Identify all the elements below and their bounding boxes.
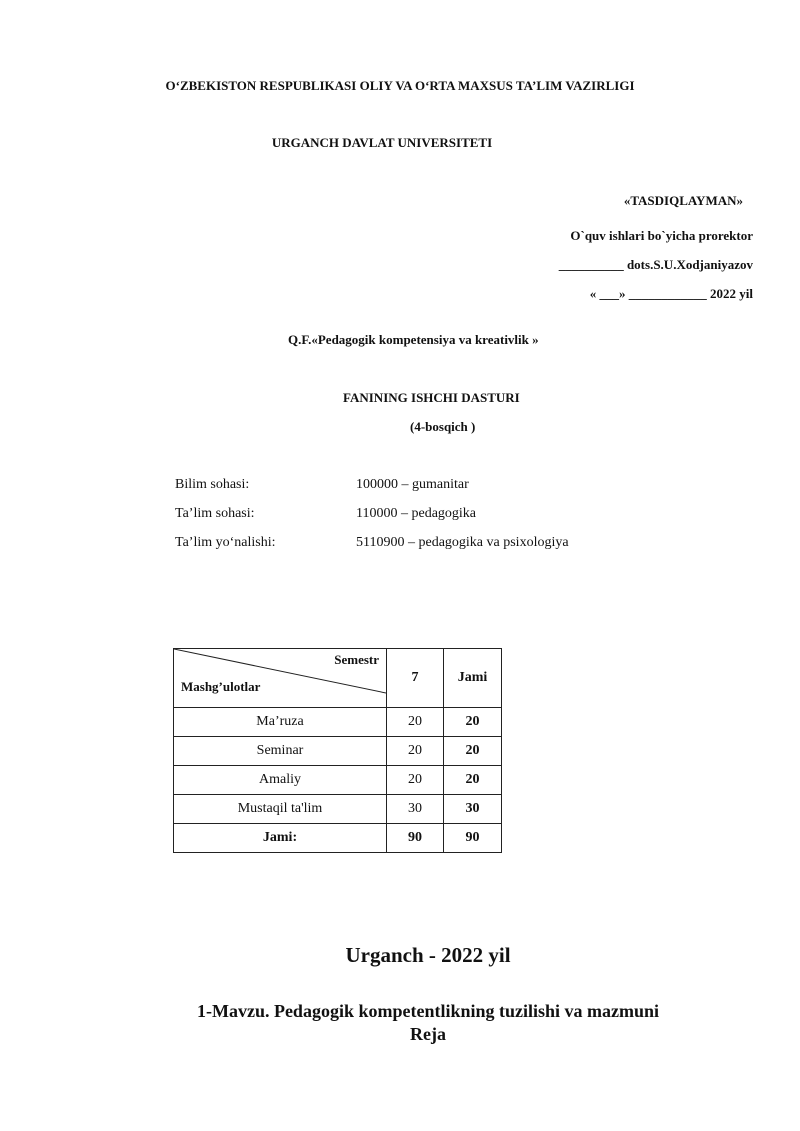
city-year: Urganch - 2022 yil (345, 943, 511, 967)
row-name: Mustaqil ta'lim (174, 795, 387, 824)
table-total-row (174, 824, 502, 853)
program-title: FANINING ISHCHI DASTURI (343, 390, 520, 405)
university-heading: URGANCH DAVLAT UNIVERSITETI (271, 135, 493, 150)
info-value: 5110900 – pedagogika va psixologiya (356, 535, 569, 550)
row-name: Seminar (174, 737, 387, 766)
info-value: 100000 – gumanitar (356, 477, 469, 492)
info-value: 110000 – pedagogika (356, 506, 477, 521)
info-label: Ta’lim yo‘nalishi: (175, 535, 276, 550)
info-label: Ta’lim sohasi: (175, 506, 255, 521)
corner-cell (174, 649, 387, 708)
info-label: Bilim sohasi: (175, 477, 250, 492)
approval-position: O`quv ishlari bo`yicha prorektor (570, 228, 753, 243)
total-semester-value: 90 (387, 824, 444, 853)
row-total-value: 20 (444, 737, 502, 766)
plan-heading: Reja (410, 1024, 446, 1044)
subject-title: Q.F.«Pedagogik kompetensiya va kreativlik » (288, 332, 539, 347)
row-total-value: 30 (444, 795, 502, 824)
ministry-heading: O‘ZBEKISTON RESPUBLIKASI OLIY VA O‘RTA MAXSUS TA’LIM VAZIRLIGI (165, 78, 635, 93)
stage-label: (4-bosqich ) (410, 419, 476, 434)
lessons-label: Mashg’ulotlar (181, 679, 261, 694)
approval-signature: __________ dots.S.U.Xodjaniyazov (558, 257, 753, 272)
table-header-row (174, 649, 502, 708)
row-name: Amaliy (174, 766, 387, 795)
total-column-header: Jami (444, 649, 502, 708)
table-row (174, 737, 502, 766)
row-semester-value: 20 (387, 737, 444, 766)
row-semester-value: 20 (387, 766, 444, 795)
approval-date: « ___» ____________ 2022 yil (589, 286, 753, 301)
semester-column-header: 7 (387, 649, 444, 708)
row-total-value: 20 (444, 766, 502, 795)
topic-title: 1-Mavzu. Pedagogik kompetentlikning tuzilishi va mazmuni (196, 1001, 660, 1021)
total-row-name: Jami: (174, 824, 387, 853)
table-row (174, 766, 502, 795)
row-semester-value: 20 (387, 708, 444, 737)
semester-label: Semestr (334, 652, 379, 667)
hours-table (173, 648, 502, 853)
table-row (174, 708, 502, 737)
row-total-value: 20 (444, 708, 502, 737)
total-total-value: 90 (444, 824, 502, 853)
row-name: Ma’ruza (174, 708, 387, 737)
table-row (174, 795, 502, 824)
approval-heading: «TASDIQLAYMAN» (623, 193, 743, 208)
row-semester-value: 30 (387, 795, 444, 824)
